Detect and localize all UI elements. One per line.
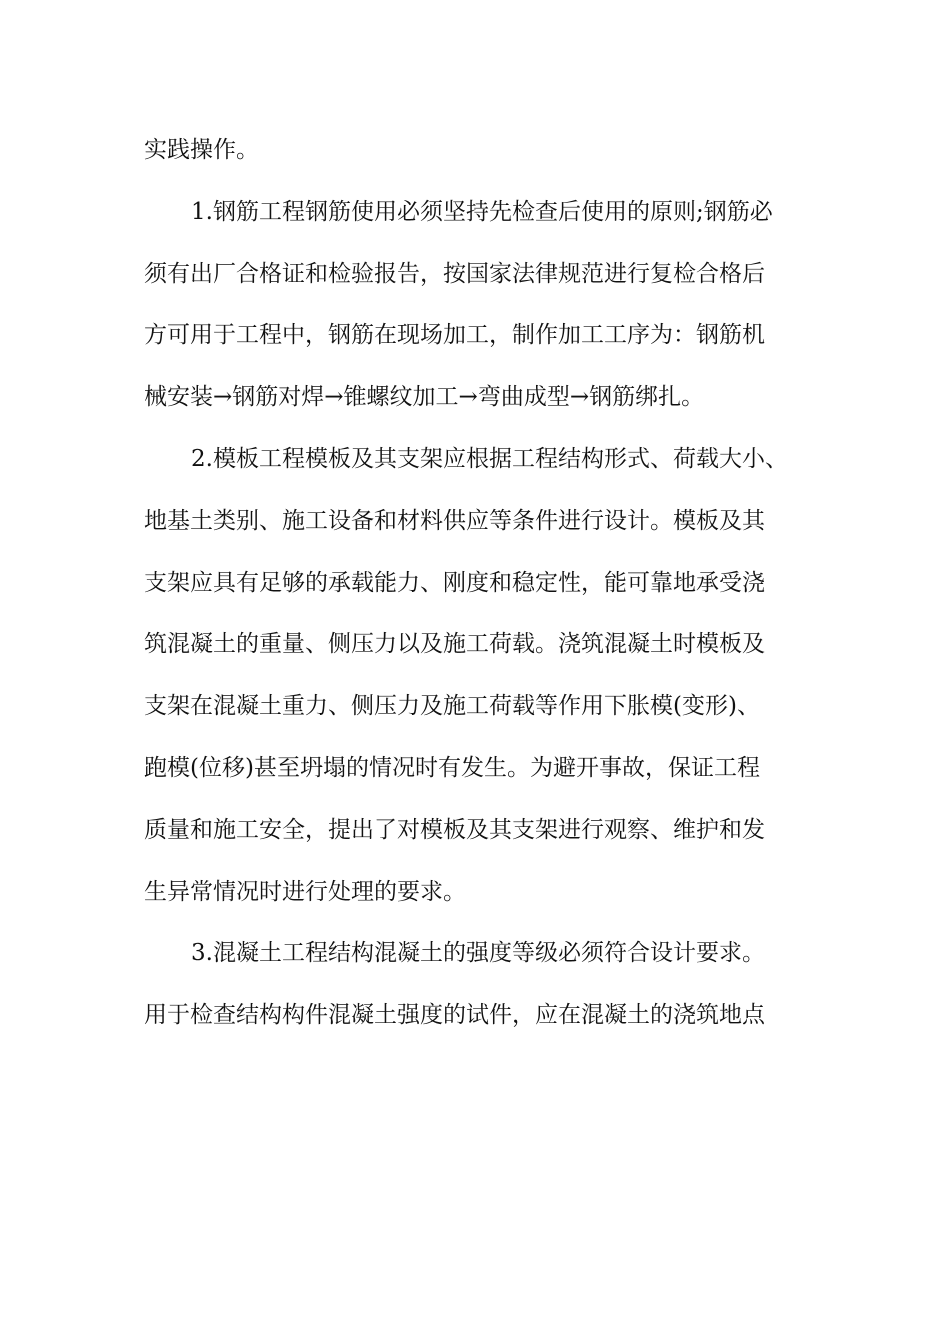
body-text: [144, 127, 824, 1054]
text-line: 方可用于工程中，钢筋在现场加工，制作加工工序为：钢筋机: [144, 322, 765, 349]
text-line: 用于检查结构构件混凝土强度的试件，应在混凝土的浇筑地点: [144, 1002, 765, 1029]
paragraph-3-first-line: 3.混凝土工程结构混凝土的强度等级必须符合设计要求。: [191, 940, 765, 967]
paragraph-1-first-line: 1.钢筋工程钢筋使用必须坚持先检查后使用的原则;钢筋必: [191, 198, 773, 225]
text-line: 生异常情况时进行处理的要求。: [144, 878, 466, 905]
text-line: 支架在混凝土重力、侧压力及施工荷载等作用下胀模(变形)、: [144, 693, 760, 720]
text-line: 筑混凝土的重量、侧压力以及施工荷载。浇筑混凝土时模板及: [144, 631, 765, 658]
text-line: 械安装→钢筋对焊→锥螺纹加工→弯曲成型→钢筋绑扎。: [144, 384, 705, 411]
text-line: 地基土类别、施工设备和材料供应等条件进行设计。模板及其: [144, 507, 765, 534]
paragraph-2-first-line: 2.模板工程模板及其支架应根据工程结构形式、荷载大小、: [191, 445, 788, 472]
text-line: 须有出厂合格证和检验报告，按国家法律规范进行复检合格后: [144, 260, 765, 287]
text-line: 质量和施工安全，提出了对模板及其支架进行观察、维护和发: [144, 816, 765, 843]
text-line: 支架应具有足够的承载能力、刚度和稳定性，能可靠地承受浇: [144, 569, 765, 596]
text-line: 实践操作。: [144, 137, 259, 163]
text-line: 跑模(位移)甚至坍塌的情况时有发生。为避开事故，保证工程: [144, 754, 760, 781]
